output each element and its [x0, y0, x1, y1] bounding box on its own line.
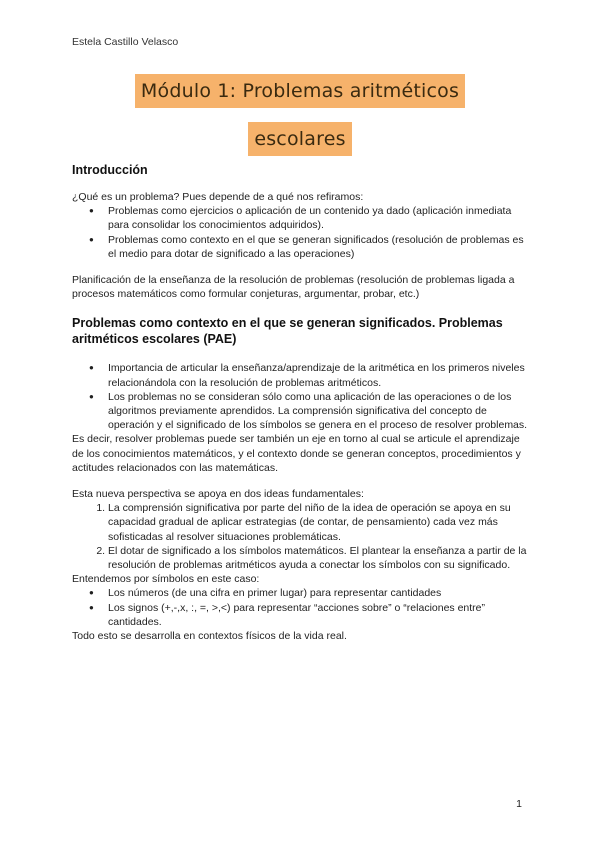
title-block [0, 74, 600, 156]
list-item: 2. El dotar de significado a los símbolos matemáticos. El plantear la enseñanza a partir de la resolución de problemas aritméticos ayuda a conectar los símbolos con su significado. [108, 544, 530, 572]
list-item: ● Los problemas no se consideran sólo como una aplicación de las operaciones o de los algoritmos previamente aprendidos. La comprensión significativa del concepto de operación y el significado de los símbolos se genera en el proceso de resolver problemas. [108, 390, 530, 433]
list-item: 1. La comprensión significativa por parte del niño de la idea de operación se apoya en su capacidad gradual de aplicar estrategias (de contar, de pensamiento) cada vez más sofisticadas al resolver situaciones problemáticas. [108, 501, 530, 544]
section2-bullet-list [72, 361, 530, 432]
simbolos-bullet-list [72, 586, 530, 629]
section2-es-decir: Es decir, resolver problemas puede ser también un eje en torno al cual se articule el aprendizaje de los conocimientos matemáticos, y el contexto donde se generan conceptos, procedimientos y actitudes relacionados con las matemáticas. [72, 433, 521, 474]
title-line-1: Módulo 1: Problemas aritméticos [135, 74, 465, 108]
section2-heading: Problemas como contexto en el que se generan significados. Problemas aritméticos escolares (PAE) [72, 316, 503, 347]
document-body [72, 162, 530, 643]
section2-perspectiva: Esta nueva perspectiva se apoya en dos ideas fundamentales: [72, 488, 364, 501]
list-item: ● Los signos (+,-,x, :, =, >,<) para representar “acciones sobre” o “relaciones entre” cantidades. [108, 601, 530, 629]
intro-planning: Planificación de la enseñanza de la resolución de problemas (resolución de problemas ligada a procesos matemáticos como formular conjeturas, argumentar, probar, etc.) [72, 274, 515, 301]
page-number: 1 [516, 798, 522, 810]
simbolos-intro: Entendemos por símbolos en este caso: [72, 573, 260, 586]
intro-bullet-list [72, 204, 530, 261]
closing-text: Todo esto se desarrolla en contextos físicos de la vida real. [72, 630, 347, 643]
list-item: ● Problemas como ejercicios o aplicación de un contenido ya dado (aplicación inmediata para consolidar los conocimientos adquiridos). [108, 204, 530, 232]
list-item: ● Importancia de articular la enseñanza/aprendizaje de la aritmética en los primeros niveles relacionándola con la resolución de problemas aritméticos. [108, 361, 530, 389]
list-item: ● Los números (de una cifra en primer lugar) para representar cantidades [108, 586, 530, 600]
intro-question: ¿Qué es un problema? Pues depende de a qué nos refiramos: [72, 191, 364, 203]
list-item: ● Problemas como contexto en el que se generan significados (resolución de problemas es el medio para dotar de significado a las operaciones) [108, 233, 530, 261]
intro-heading: Introducción [72, 163, 148, 177]
page-header-author: Estela Castillo Velasco [72, 36, 179, 48]
title-line-2: escolares [248, 122, 351, 156]
ideas-numbered-list [72, 501, 530, 572]
